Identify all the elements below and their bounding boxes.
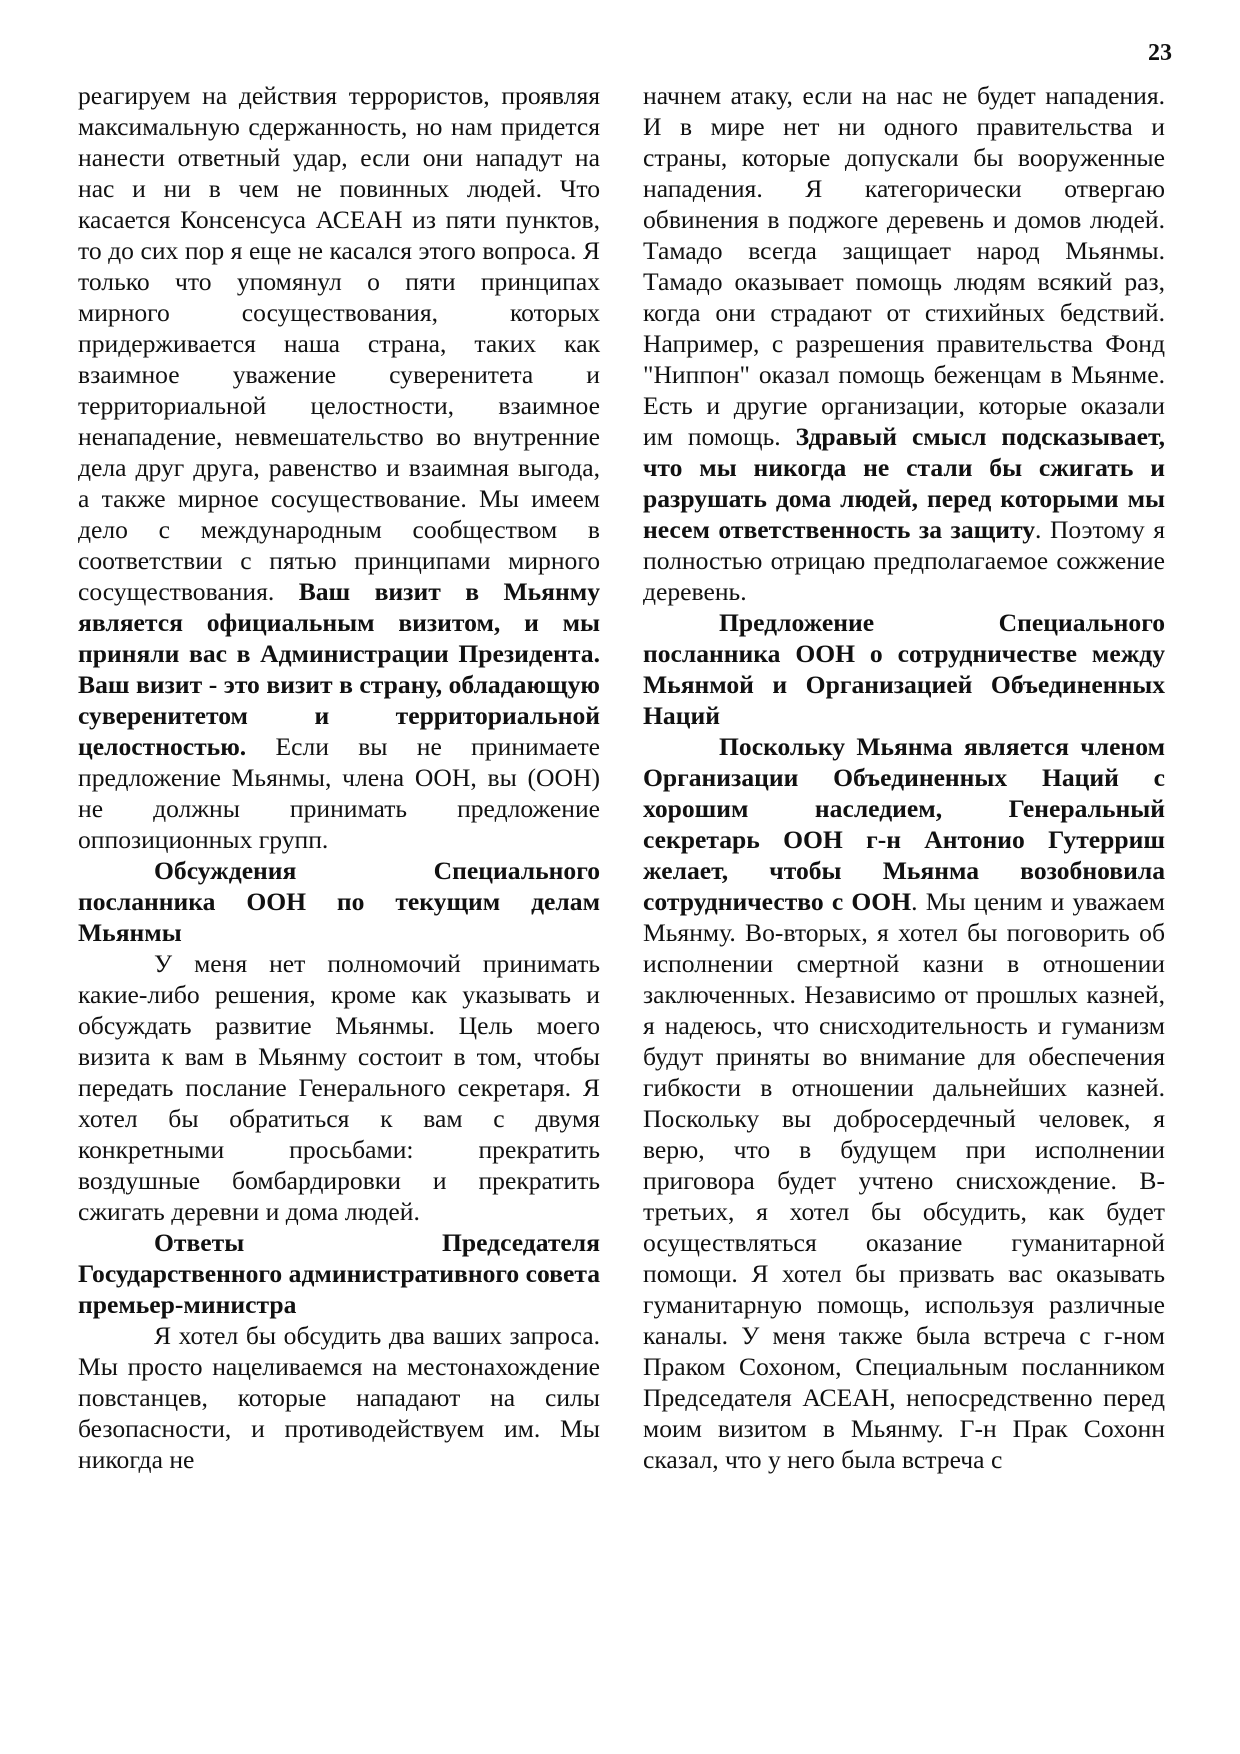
paragraph-text: реагируем на действия террористов, проявляя максимальную сдержанность, но нам придется нанести ответный удар, если они нападут на нас и ни в чем не повинных людей. Что касается Консенсуса АСЕАН из пяти пунктов, то до сих пор я еще не касался этого вопроса. Я только что упомянул о пяти принципах мирного сосуществования, которых придерживается наша страна, таких как взаимное уважение суверенитета и территориальной целостности, взаимное ненападение, невмешательство во внутренние дела друг друга, равенство и взаимная выгода, а также мирное сосуществование. Мы имеем дело с международным сообществом в соответствии с пятью принципами мирного сосуществования.: [78, 81, 600, 606]
bold-text: Ваш визит в Мьянму является официальным визитом, и мы приняли вас в Администрации Президента. Ваш визит - это визит в страну, обладающую суверенитетом и территориальной целостностью.: [78, 577, 600, 761]
section-heading: Предложение Специального посланника ООН о сотрудничестве между Мьянмой и Организацией Объединенных Наций: [643, 608, 1165, 730]
bold-text: Поскольку Мьянма является членом Организации Объединенных Наций с хорошим наследием, Генеральный секретарь ООН г-н Антонио Гутерриш желает, чтобы Мьянма возобновила сотрудничество с ООН: [643, 732, 1165, 916]
bold-text: Здравый смысл подсказывает, что мы никогда не стали бы сжигать и разрушать дома людей, перед которыми мы несем ответственность за защиту: [643, 422, 1165, 544]
paragraph-text: . Мы ценим и уважаем Мьянму. Во-вторых, я хотел бы поговорить об исполнении смертной казни в отношении заключенных. Независимо от прошлых казней, я надеюсь, что снисходительность и гуманизм будут приняты во внимание для обеспечения гибкости в отношении дальнейших казней. Поскольку вы добросердечный человек, я верю, что в будущем при исполнении приговора будет учтено снисхождение. В-третьих, я хотел бы обсудить, как будет осуществляться оказание гуманитарной помощи. Я хотел бы призвать вас оказывать гуманитарную помощь, используя различные каналы. У меня также была встреча с г-ном Праком Сохоном, Специальным посланником Председателя АСЕАН, непосредственно перед моим визитом в Мьянму. Г-н Прак Сохонн сказал, что у него была встреча с: [643, 887, 1165, 1474]
paragraph: У меня нет полномочий принимать какие-либо решения, кроме как указывать и обсуждать развитие Мьянмы. Цель моего визита к вам в Мьянму состоит в том, чтобы передать послание Генерального секретаря. Я хотел бы обратиться к вам с двумя конкретными просьбами: прекратить воздушные бомбардировки и прекратить сжигать деревни и дома людей.: [78, 949, 600, 1226]
paragraph: Я хотел бы обсудить два ваших запроса. Мы просто нацеливаемся на местонахождение повстанцев, которые нападают на силы безопасности, и противодействуем им. Мы никогда не: [78, 1321, 600, 1474]
paragraph-text: . Поэтому я полностью отрицаю предполагаемое сожжение деревень.: [643, 515, 1165, 606]
page-number: 23: [1148, 40, 1172, 66]
paragraph-text: Если вы не принимаете предложение Мьянмы, члена ООН, вы (ООН) не должны принимать предложение оппозиционных групп.: [78, 732, 600, 854]
paragraph-text: начнем атаку, если на нас не будет нападения. И в мире нет ни одного правительства и страны, которые допускали бы вооруженные нападения. Я категорически отвергаю обвинения в поджоге деревень и домов людей. Тамадо всегда защищает народ Мьянмы. Тамадо оказывает помощь людям всякий раз, когда они страдают от стихийных бедствий. Например, с разрешения правительства Фонд "Ниппон" оказал помощь беженцам в Мьянме. Есть и другие организации, которые оказали им помощь.: [643, 81, 1165, 451]
paragraph: [78, 80, 600, 855]
paragraph: [643, 731, 1165, 1475]
section-heading: Ответы Председателя Государственного административного совета премьер-министра: [78, 1228, 600, 1319]
right-column: [643, 80, 1165, 1475]
left-column: [78, 80, 600, 1475]
paragraph: [643, 80, 1165, 607]
section-heading: Обсуждения Специального посланника ООН по текущим делам Мьянмы: [78, 856, 600, 947]
